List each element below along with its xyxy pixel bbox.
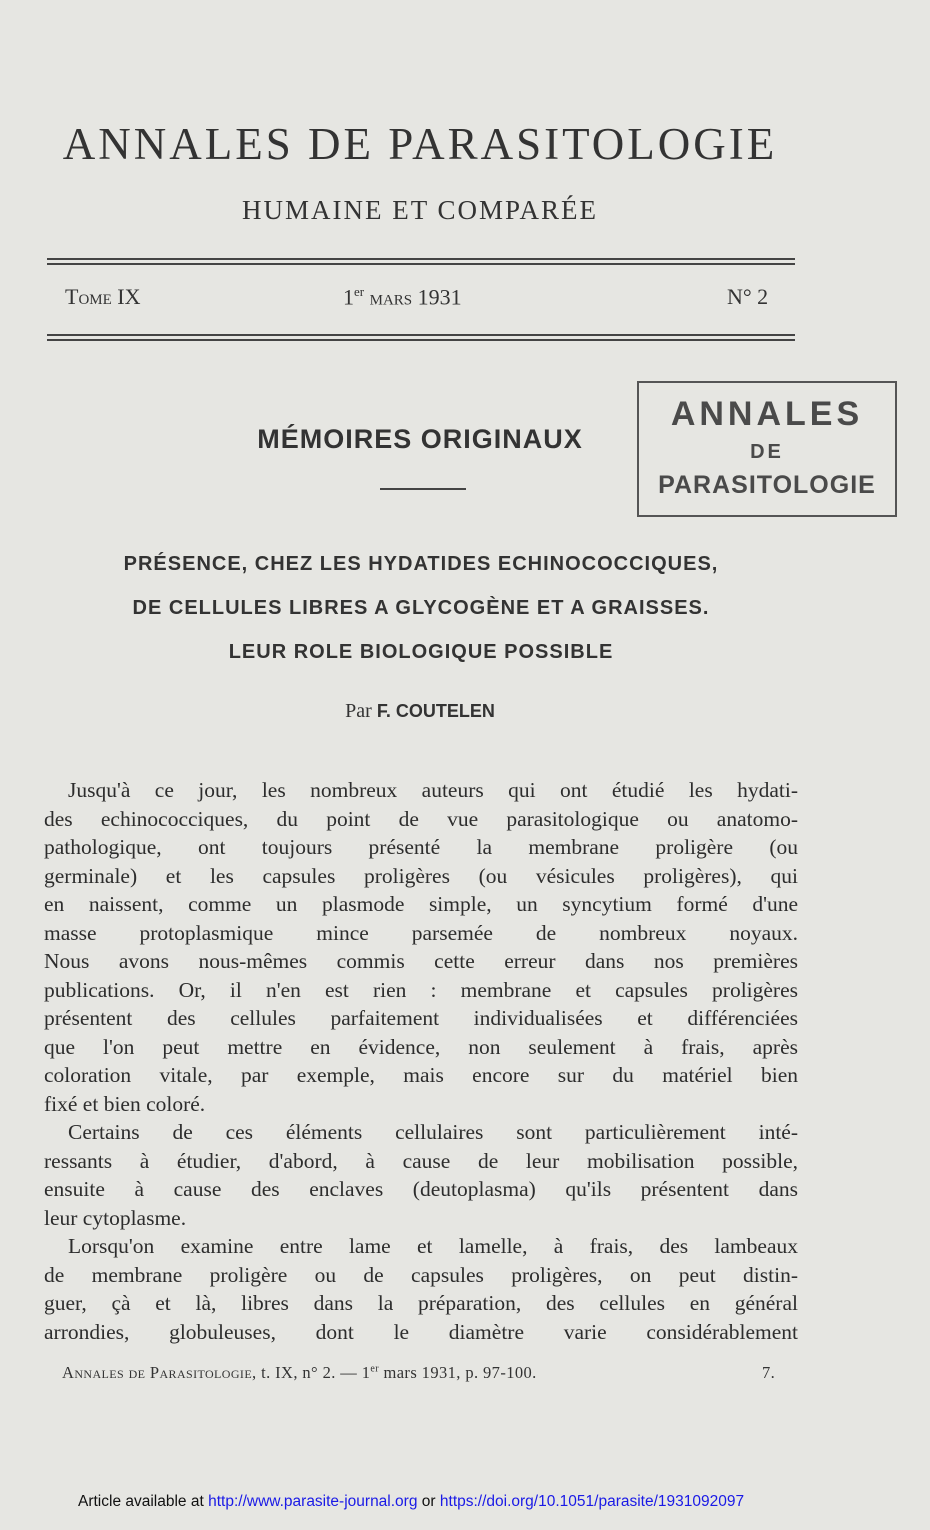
body-line: masse protoplasmique mince parsemée de nombreux noyaux. [44,920,798,945]
header-rule-bottom [47,334,795,336]
issue-date [343,284,462,310]
page-footer [62,1363,782,1383]
article-title-line: DE CELLULES LIBRES A GLYCOGÈNE ET A GRAISSES. [132,597,710,619]
body-line: de membrane proligère ou de capsules proligères, on peut distin- [44,1262,798,1287]
stamp-line-1: ANNALES [670,395,864,433]
footer-ref: t. IX, n° 2. — 1 [261,1363,371,1382]
issue-date-day: 1 [343,284,354,310]
availability-middle: or [421,1493,436,1510]
body-line: fixé et bien coloré. [44,1091,206,1116]
section-heading: MÉMOIRES ORIGINAUX [257,424,583,454]
body-line: coloration vitale, par exemple, mais encore sur du matériel bien [44,1063,798,1087]
body-line: des echinococciques, du point de vue parasitologique ou anatomo- [44,806,798,831]
byline-prefix: Par [345,700,372,722]
body-line: Certains de ces éléments cellulaires sont particulièrement inté- [68,1120,798,1144]
issue-number: N° 2 [727,284,769,309]
library-stamp [637,381,897,517]
body-line: en naissent, comme un plasmode simple, un syncytium formé d'une [44,892,798,916]
availability-note [78,1493,744,1511]
issue-tome: Tome IX [65,284,141,309]
footer-ref-sup: er [370,1363,379,1375]
body-line: Lorsqu'on examine entre lame et lamelle, à frais, des lambeaux [68,1234,798,1258]
page-number: 7. [762,1363,776,1382]
article-title-line: LEUR ROLE BIOLOGIQUE POSSIBLE [228,641,614,663]
body-line: Jusqu'à ce jour, les nombreux auteurs qui ont étudié les hydati- [68,778,798,802]
availability-prefix: Article available at [78,1493,204,1510]
header-rule-bottom-2 [47,339,795,341]
body-line: arrondies, globuleuses, dont le diamètre varie considérablement [44,1319,798,1344]
issue-date-month: mars [369,284,413,310]
header-rule-top [47,258,795,260]
article-title-line: PRÉSENCE, CHEZ LES HYDATIDES ECHINOCOCCIQUES, [123,553,719,575]
body-line: que l'on peut mettre en évidence, non seulement à frais, après [44,1034,798,1059]
journal-subtitle: HUMAINE ET COMPARÉE [241,195,599,225]
doi-link[interactable]: https://doi.org/10.1051/parasite/1931092097 [439,1493,745,1510]
stamp-line-2: DE [750,441,784,463]
journal-link[interactable]: http://www.parasite-journal.org [208,1493,418,1510]
author-name: F. COUTELEN [376,701,495,721]
header-rule-top-2 [47,263,795,265]
body-line: pathologique, ont toujours présenté la membrane proligère (ou [44,835,798,859]
body-line: ensuite à cause des enclaves (deutoplasma) qu'ils présentent dans [44,1177,798,1201]
stamp-line-3: PARASITOLOGIE [658,471,876,499]
body-line: publications. Or, il n'en est rien : membrane et capsules proligères [44,977,798,1002]
issue-date-sup: er [354,284,365,299]
body-line: germinale) et les capsules proligères (ou vésicules proligères), qui [44,863,798,888]
body-line: présentent des cellules parfaitement individualisées et différenciées [44,1006,798,1030]
body-line: ressants à étudier, d'abord, à cause de leur mobilisation possible, [44,1148,798,1173]
journal-title: ANNALES DE PARASITOLOGIE [62,119,778,169]
article-body [44,776,798,1346]
footer-ref-end: mars 1931, p. 97-100. [383,1363,537,1382]
footer-journal: Annales de Parasitologie, [62,1363,257,1382]
issue-date-year: 1931 [417,284,462,310]
body-line: leur cytoplasme. [44,1205,187,1230]
section-divider [380,488,466,490]
body-line: Nous avons nous-mêmes commis cette erreur dans nos premières [44,949,798,973]
body-line: guer, çà et là, libres dans la préparation, des cellules en général [44,1291,798,1315]
article-title [47,548,795,680]
byline [0,700,840,723]
